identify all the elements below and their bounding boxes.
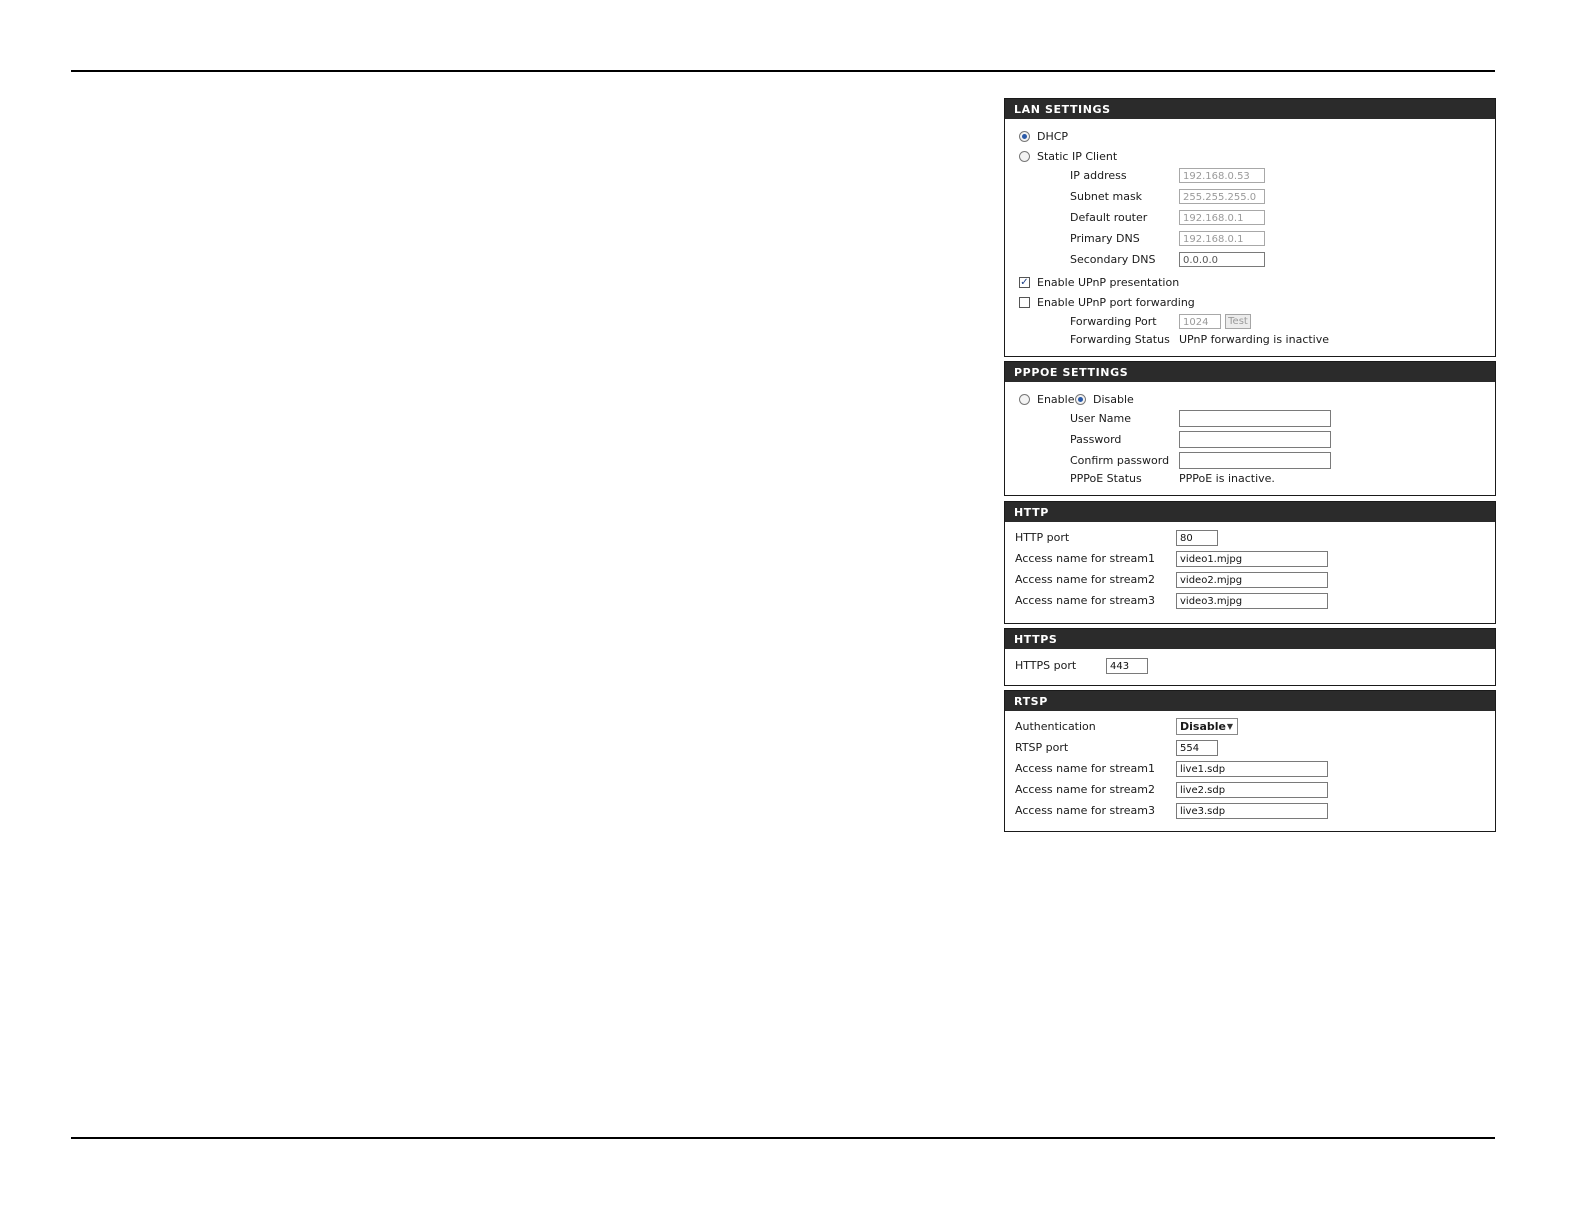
upnp-presentation-checkbox[interactable]: ✓ bbox=[1020, 276, 1029, 288]
http-stream2-field[interactable]: video2.mjpg bbox=[1176, 572, 1328, 588]
pppoe-username-label: User Name bbox=[1070, 412, 1132, 425]
http-stream3-label: Access name for stream3 bbox=[1015, 594, 1156, 607]
http-panel bbox=[1004, 501, 1496, 624]
primary-dns-field[interactable]: 192.168.0.1 bbox=[1179, 231, 1265, 246]
lan-settings-title: LAN SETTINGS bbox=[1005, 99, 1495, 119]
upnp-forwarding-checkbox[interactable] bbox=[1019, 297, 1030, 308]
forwarding-port-field[interactable]: 1024 bbox=[1179, 314, 1221, 329]
pppoe-confirm-field[interactable] bbox=[1179, 452, 1331, 469]
http-port-field[interactable]: 80 bbox=[1176, 530, 1218, 546]
upnp-forwarding-option[interactable] bbox=[1019, 293, 1195, 311]
pppoe-confirm-label: Confirm password bbox=[1070, 454, 1170, 467]
subnet-mask-label: Subnet mask bbox=[1070, 190, 1143, 203]
forwarding-status-value: UPnP forwarding is inactive bbox=[1179, 333, 1330, 346]
pppoe-settings-panel bbox=[1004, 361, 1496, 496]
default-router-field[interactable]: 192.168.0.1 bbox=[1179, 210, 1265, 225]
rtsp-port-label: RTSP port bbox=[1015, 741, 1069, 754]
chevron-down-icon: ▼ bbox=[1226, 722, 1233, 731]
rtsp-title: RTSP bbox=[1005, 691, 1495, 711]
rtsp-panel bbox=[1004, 690, 1496, 832]
rtsp-auth-select[interactable] bbox=[1176, 718, 1238, 735]
secondary-dns-field[interactable]: 0.0.0.0 bbox=[1179, 252, 1265, 267]
pppoe-disable-label: Disable bbox=[1093, 392, 1134, 406]
subnet-mask-field[interactable]: 255.255.255.0 bbox=[1179, 189, 1265, 204]
upnp-forwarding-label: Enable UPnP port forwarding bbox=[1037, 295, 1195, 309]
dhcp-radio[interactable] bbox=[1019, 131, 1030, 142]
pppoe-password-label: Password bbox=[1070, 433, 1122, 446]
upnp-presentation-option[interactable] bbox=[1019, 273, 1179, 291]
https-panel bbox=[1004, 628, 1496, 686]
pppoe-status-label: PPPoE Status bbox=[1070, 472, 1142, 485]
pppoe-password-field[interactable] bbox=[1179, 431, 1331, 448]
static-ip-option[interactable] bbox=[1019, 147, 1117, 165]
pppoe-disable-option[interactable] bbox=[1075, 390, 1134, 408]
pppoe-settings-title: PPPOE SETTINGS bbox=[1005, 362, 1495, 382]
pppoe-disable-radio[interactable] bbox=[1075, 394, 1086, 405]
rtsp-stream2-field[interactable]: live2.sdp bbox=[1176, 782, 1328, 798]
upnp-presentation-label: Enable UPnP presentation bbox=[1037, 275, 1180, 289]
rtsp-auth-value: Disable bbox=[1180, 720, 1226, 733]
forwarding-status-label: Forwarding Status bbox=[1070, 333, 1170, 346]
https-port-label: HTTPS port bbox=[1015, 659, 1077, 672]
secondary-dns-label: Secondary DNS bbox=[1070, 253, 1156, 266]
dhcp-option[interactable] bbox=[1019, 127, 1068, 145]
test-button[interactable]: Test bbox=[1225, 314, 1251, 329]
rtsp-auth-label: Authentication bbox=[1015, 720, 1096, 733]
rtsp-stream3-field[interactable]: live3.sdp bbox=[1176, 803, 1328, 819]
rtsp-stream3-label: Access name for stream3 bbox=[1015, 804, 1156, 817]
ip-address-field[interactable]: 192.168.0.53 bbox=[1179, 168, 1265, 183]
rtsp-port-field[interactable]: 554 bbox=[1176, 740, 1218, 756]
rtsp-stream1-label: Access name for stream1 bbox=[1015, 762, 1156, 775]
static-ip-radio[interactable] bbox=[1019, 151, 1030, 162]
lan-settings-panel bbox=[1004, 98, 1496, 357]
bottom-divider bbox=[71, 1137, 1495, 1139]
http-stream1-label: Access name for stream1 bbox=[1015, 552, 1156, 565]
http-stream2-label: Access name for stream2 bbox=[1015, 573, 1156, 586]
http-title: HTTP bbox=[1005, 502, 1495, 522]
pppoe-enable-radio[interactable] bbox=[1019, 394, 1030, 405]
pppoe-username-field[interactable] bbox=[1179, 410, 1331, 427]
ip-address-label: IP address bbox=[1070, 169, 1127, 182]
rtsp-stream1-field[interactable]: live1.sdp bbox=[1176, 761, 1328, 777]
static-ip-label: Static IP Client bbox=[1037, 149, 1118, 163]
pppoe-enable-option[interactable] bbox=[1019, 390, 1074, 408]
dhcp-label: DHCP bbox=[1037, 129, 1069, 143]
rtsp-stream2-label: Access name for stream2 bbox=[1015, 783, 1156, 796]
https-title: HTTPS bbox=[1005, 629, 1495, 649]
https-port-field[interactable]: 443 bbox=[1106, 658, 1148, 674]
pppoe-enable-label: Enable bbox=[1037, 392, 1075, 406]
http-stream1-field[interactable]: video1.mjpg bbox=[1176, 551, 1328, 567]
default-router-label: Default router bbox=[1070, 211, 1148, 224]
http-stream3-field[interactable]: video3.mjpg bbox=[1176, 593, 1328, 609]
top-divider bbox=[71, 70, 1495, 72]
forwarding-port-label: Forwarding Port bbox=[1070, 315, 1157, 328]
pppoe-status-value: PPPoE is inactive. bbox=[1179, 472, 1275, 485]
primary-dns-label: Primary DNS bbox=[1070, 232, 1140, 245]
http-port-label: HTTP port bbox=[1015, 531, 1070, 544]
